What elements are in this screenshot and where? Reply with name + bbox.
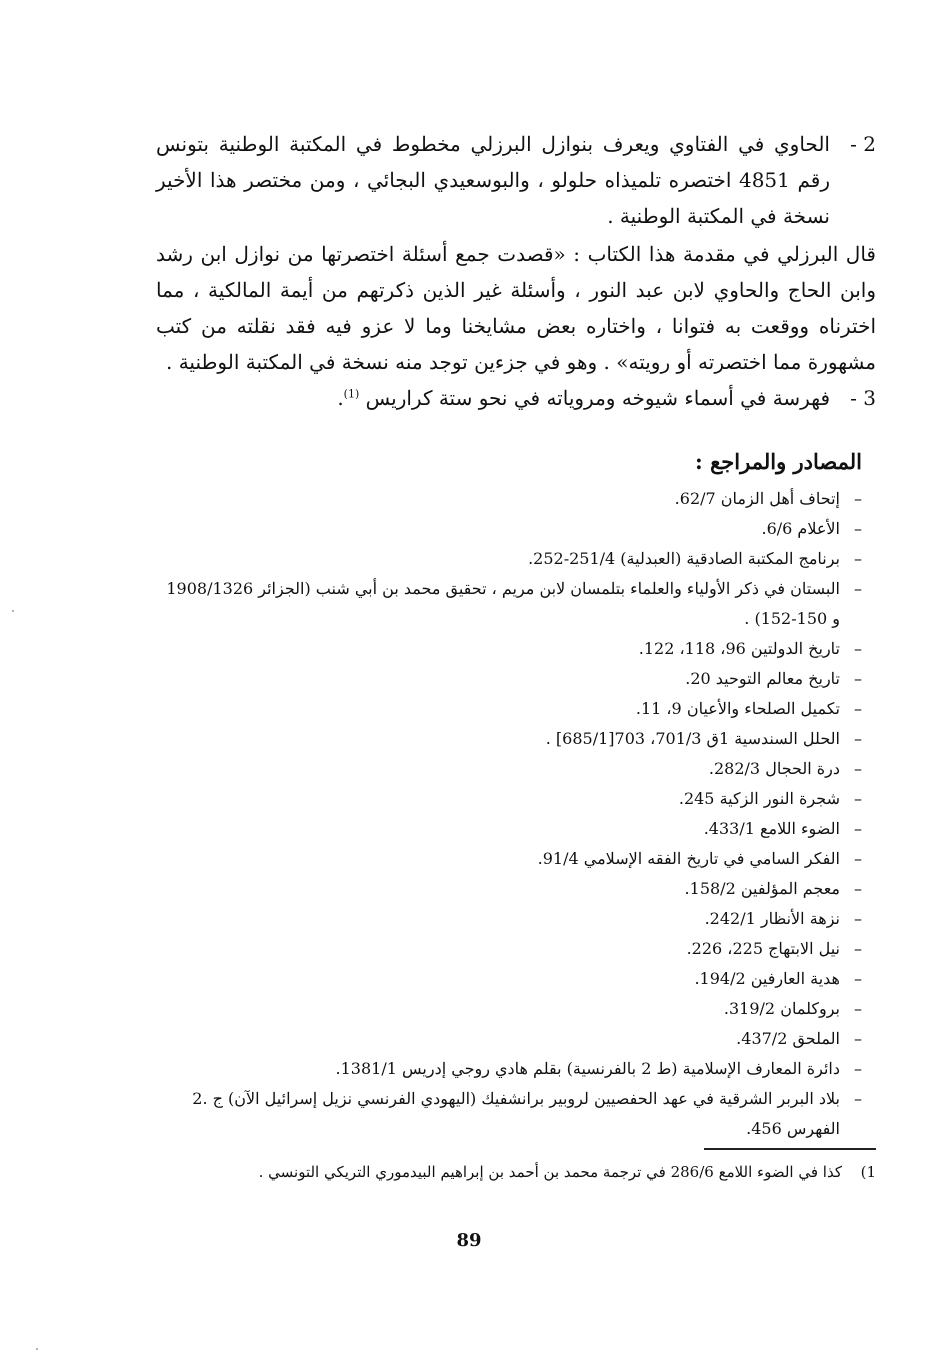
sources-heading: المصادر والمراجع :	[695, 449, 862, 474]
list-dash: –	[854, 879, 862, 898]
reference-text: الحلل السندسية 1ق 701/3، 703[685/1] .	[545, 729, 840, 748]
reference-item	[162, 694, 862, 724]
reference-text: شجرة النور الزكية 245.	[678, 789, 840, 808]
reference-item	[162, 724, 862, 754]
reference-text: هدية العارفين 194/2.	[694, 969, 840, 988]
item-number: 2 -	[850, 132, 876, 156]
reference-item	[162, 664, 862, 694]
list-dash: –	[854, 669, 862, 688]
reference-text: تكميل الصلحاء والأعيان 9، 11.	[635, 699, 840, 718]
reference-text: بروكلمان 319/2.	[723, 999, 840, 1018]
reference-item	[162, 844, 862, 874]
references-list	[162, 484, 862, 1144]
reference-text: نزهة الأنظار 242/1.	[704, 909, 840, 928]
numbered-item-3	[156, 380, 876, 416]
reference-item	[162, 574, 862, 634]
list-dash: –	[854, 489, 862, 508]
reference-text: تاريخ الدولتين 96، 118، 122.	[638, 639, 840, 658]
reference-item	[162, 904, 862, 934]
reference-item	[162, 874, 862, 904]
numbered-item-2	[156, 126, 876, 234]
list-dash: –	[854, 549, 862, 568]
footnote	[156, 1160, 876, 1184]
reference-text: نيل الابتهاج 225، 226.	[686, 939, 840, 958]
item-text: فهرسة في أسماء شيوخه ومروياته في نحو ستة كراريس	[365, 386, 830, 410]
reference-item	[162, 514, 862, 544]
reference-item	[162, 754, 862, 784]
item-number: 3 -	[850, 386, 876, 410]
reference-text: الأعلام 6/6.	[761, 519, 840, 538]
reference-text: معجم المؤلفين 158/2.	[684, 879, 840, 898]
footnote-text: كذا في الضوء اللامع 286/6 في ترجمة محمد بن أحمد بن إبراهيم البيدموري التريكي التونسي .	[258, 1163, 842, 1181]
reference-text: درة الحجال 282/3.	[708, 759, 840, 778]
reference-item	[162, 1054, 862, 1084]
list-dash: –	[854, 819, 862, 838]
footnote-reference: (1)	[343, 387, 360, 401]
list-dash: –	[854, 729, 862, 748]
reference-text: الملحق 437/2.	[736, 1029, 840, 1048]
reference-item	[162, 484, 862, 514]
list-dash: –	[854, 579, 862, 598]
item-text: الحاوي في الفتاوي ويعرف بنوازل البرزلي مخطوط في المكتبة الوطنية بتونس رقم 4851 اختصره تلميذاه حلولو ، والبوسعيدي البجائي ، ومن مختصر هذا الأخير نسخة في المكتبة الوطنية .	[156, 132, 830, 228]
list-dash: –	[854, 639, 862, 658]
scan-speck	[36, 1348, 38, 1350]
list-dash: –	[854, 999, 862, 1018]
reference-text: الضوء اللامع 433/1.	[703, 819, 840, 838]
reference-text: البستان في ذكر الأولياء والعلماء بتلمسان لابن مريم ، تحقيق محمد بن أبي شنب (الجزائر 1908/1326 و 150-152) .	[166, 579, 840, 628]
footnote-divider	[704, 1148, 876, 1150]
reference-item	[162, 814, 862, 844]
list-dash: –	[854, 699, 862, 718]
reference-text: تاريخ معالم التوحيد 20.	[685, 669, 840, 688]
reference-item	[162, 934, 862, 964]
reference-item	[162, 784, 862, 814]
reference-item	[162, 634, 862, 664]
reference-text: برنامج المكتبة الصادقية (العبدلية) 251/4-252.	[528, 549, 840, 568]
reference-text: إتحاف أهل الزمان 62/7.	[674, 489, 840, 508]
reference-text: الفكر السامي في تاريخ الفقه الإسلامي 91/4.	[537, 849, 840, 868]
item-end: .	[337, 386, 344, 410]
scan-speck	[12, 610, 14, 612]
list-dash: –	[854, 1029, 862, 1048]
reference-text: بلاد البربر الشرقية في عهد الحفصيين لروبير برانشفيك (اليهودي الفرنسي نزيل إسرائيل الآن) ج .2 الفهرس 456.	[192, 1089, 840, 1138]
reference-item	[162, 964, 862, 994]
reference-item	[162, 1084, 862, 1144]
quote-paragraph: قال البرزلي في مقدمة هذا الكتاب : «قصدت جمع أسئلة اختصرتها من نوازل ابن رشد وابن الحاج والحاوي لابن عبد النور ، وأسئلة غير الذين ذكرتهم من أيمة المالكية ، مما اخترناه ووقعت به فتوانا ، واختاره بعض مشايخنا وما لا عزو فيه فقد نقلته من كتب مشهورة مما اختصرته أو رويته» . وهو في جزءين توجد منه نسخة في المكتبة الوطنية .	[156, 242, 876, 374]
list-dash: –	[854, 849, 862, 868]
page-number: 89	[456, 1230, 482, 1251]
list-dash: –	[854, 759, 862, 778]
list-dash: –	[854, 909, 862, 928]
list-dash: –	[854, 519, 862, 538]
reference-item	[162, 1024, 862, 1054]
reference-text: دائرة المعارف الإسلامية (ط 2 بالفرنسية) بقلم هادي روجي إدريس 1381/1.	[335, 1059, 840, 1078]
list-dash: –	[854, 939, 862, 958]
reference-item	[162, 544, 862, 574]
footnote-number: 1)	[860, 1163, 876, 1181]
list-dash: –	[854, 1089, 862, 1108]
list-dash: –	[854, 789, 862, 808]
list-dash: –	[854, 1059, 862, 1078]
reference-item	[162, 994, 862, 1024]
list-dash: –	[854, 969, 862, 988]
item-text-wrap	[156, 380, 830, 416]
